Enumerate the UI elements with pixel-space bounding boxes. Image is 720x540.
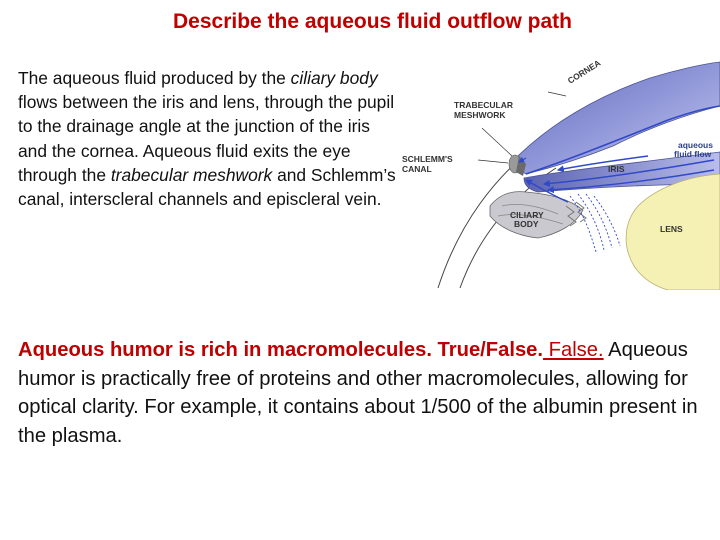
qa-block [18, 336, 718, 450]
label-aqueous-2: fluid flow [674, 149, 712, 159]
intro-paragraph [18, 66, 403, 211]
label-cornea: CORNEA [565, 57, 603, 86]
answer-text: False. [543, 339, 604, 361]
label-ciliary-2: BODY [514, 219, 539, 229]
label-iris: IRIS [608, 164, 625, 174]
eye-anatomy-diagram [398, 56, 720, 290]
label-schlemm-1: SCHLEMM'S [402, 154, 453, 164]
label-trabecular-2: MESHWORK [454, 110, 506, 120]
explanation-text: Aqueous humor is practically free of proteins and other macromolecules, allowing for optical clarity. For example, it contains about 1/500 of the albumin present in the plasma. [18, 339, 698, 447]
label-lens: LENS [660, 224, 683, 234]
intro-text-1: The aqueous fluid produced by the [18, 68, 291, 88]
label-aqueous-1: aqueous [678, 140, 713, 150]
label-trabecular-1: TRABECULAR [454, 100, 514, 110]
label-ciliary-1: CILIARY [510, 210, 544, 220]
intro-em-ciliary-body: ciliary body [290, 68, 378, 88]
intro-text-2: flows between the iris and lens, through the pupil to the drainage angle at the junction of the iris and the cornea. Aqueous fluid exits the eye through the [18, 92, 395, 185]
intro-em-trabecular-meshwork: trabecular meshwork [110, 164, 273, 185]
question-text: Aqueous humor is rich in macromolecules. True/False. [18, 339, 544, 361]
slide-title: Describe the aqueous fluid outflow path [172, 10, 573, 33]
intro-text-3: and Schlemm’s canal, interscleral channels and episcleral vein. [18, 164, 396, 210]
label-schlemm-2: CANAL [402, 164, 432, 174]
